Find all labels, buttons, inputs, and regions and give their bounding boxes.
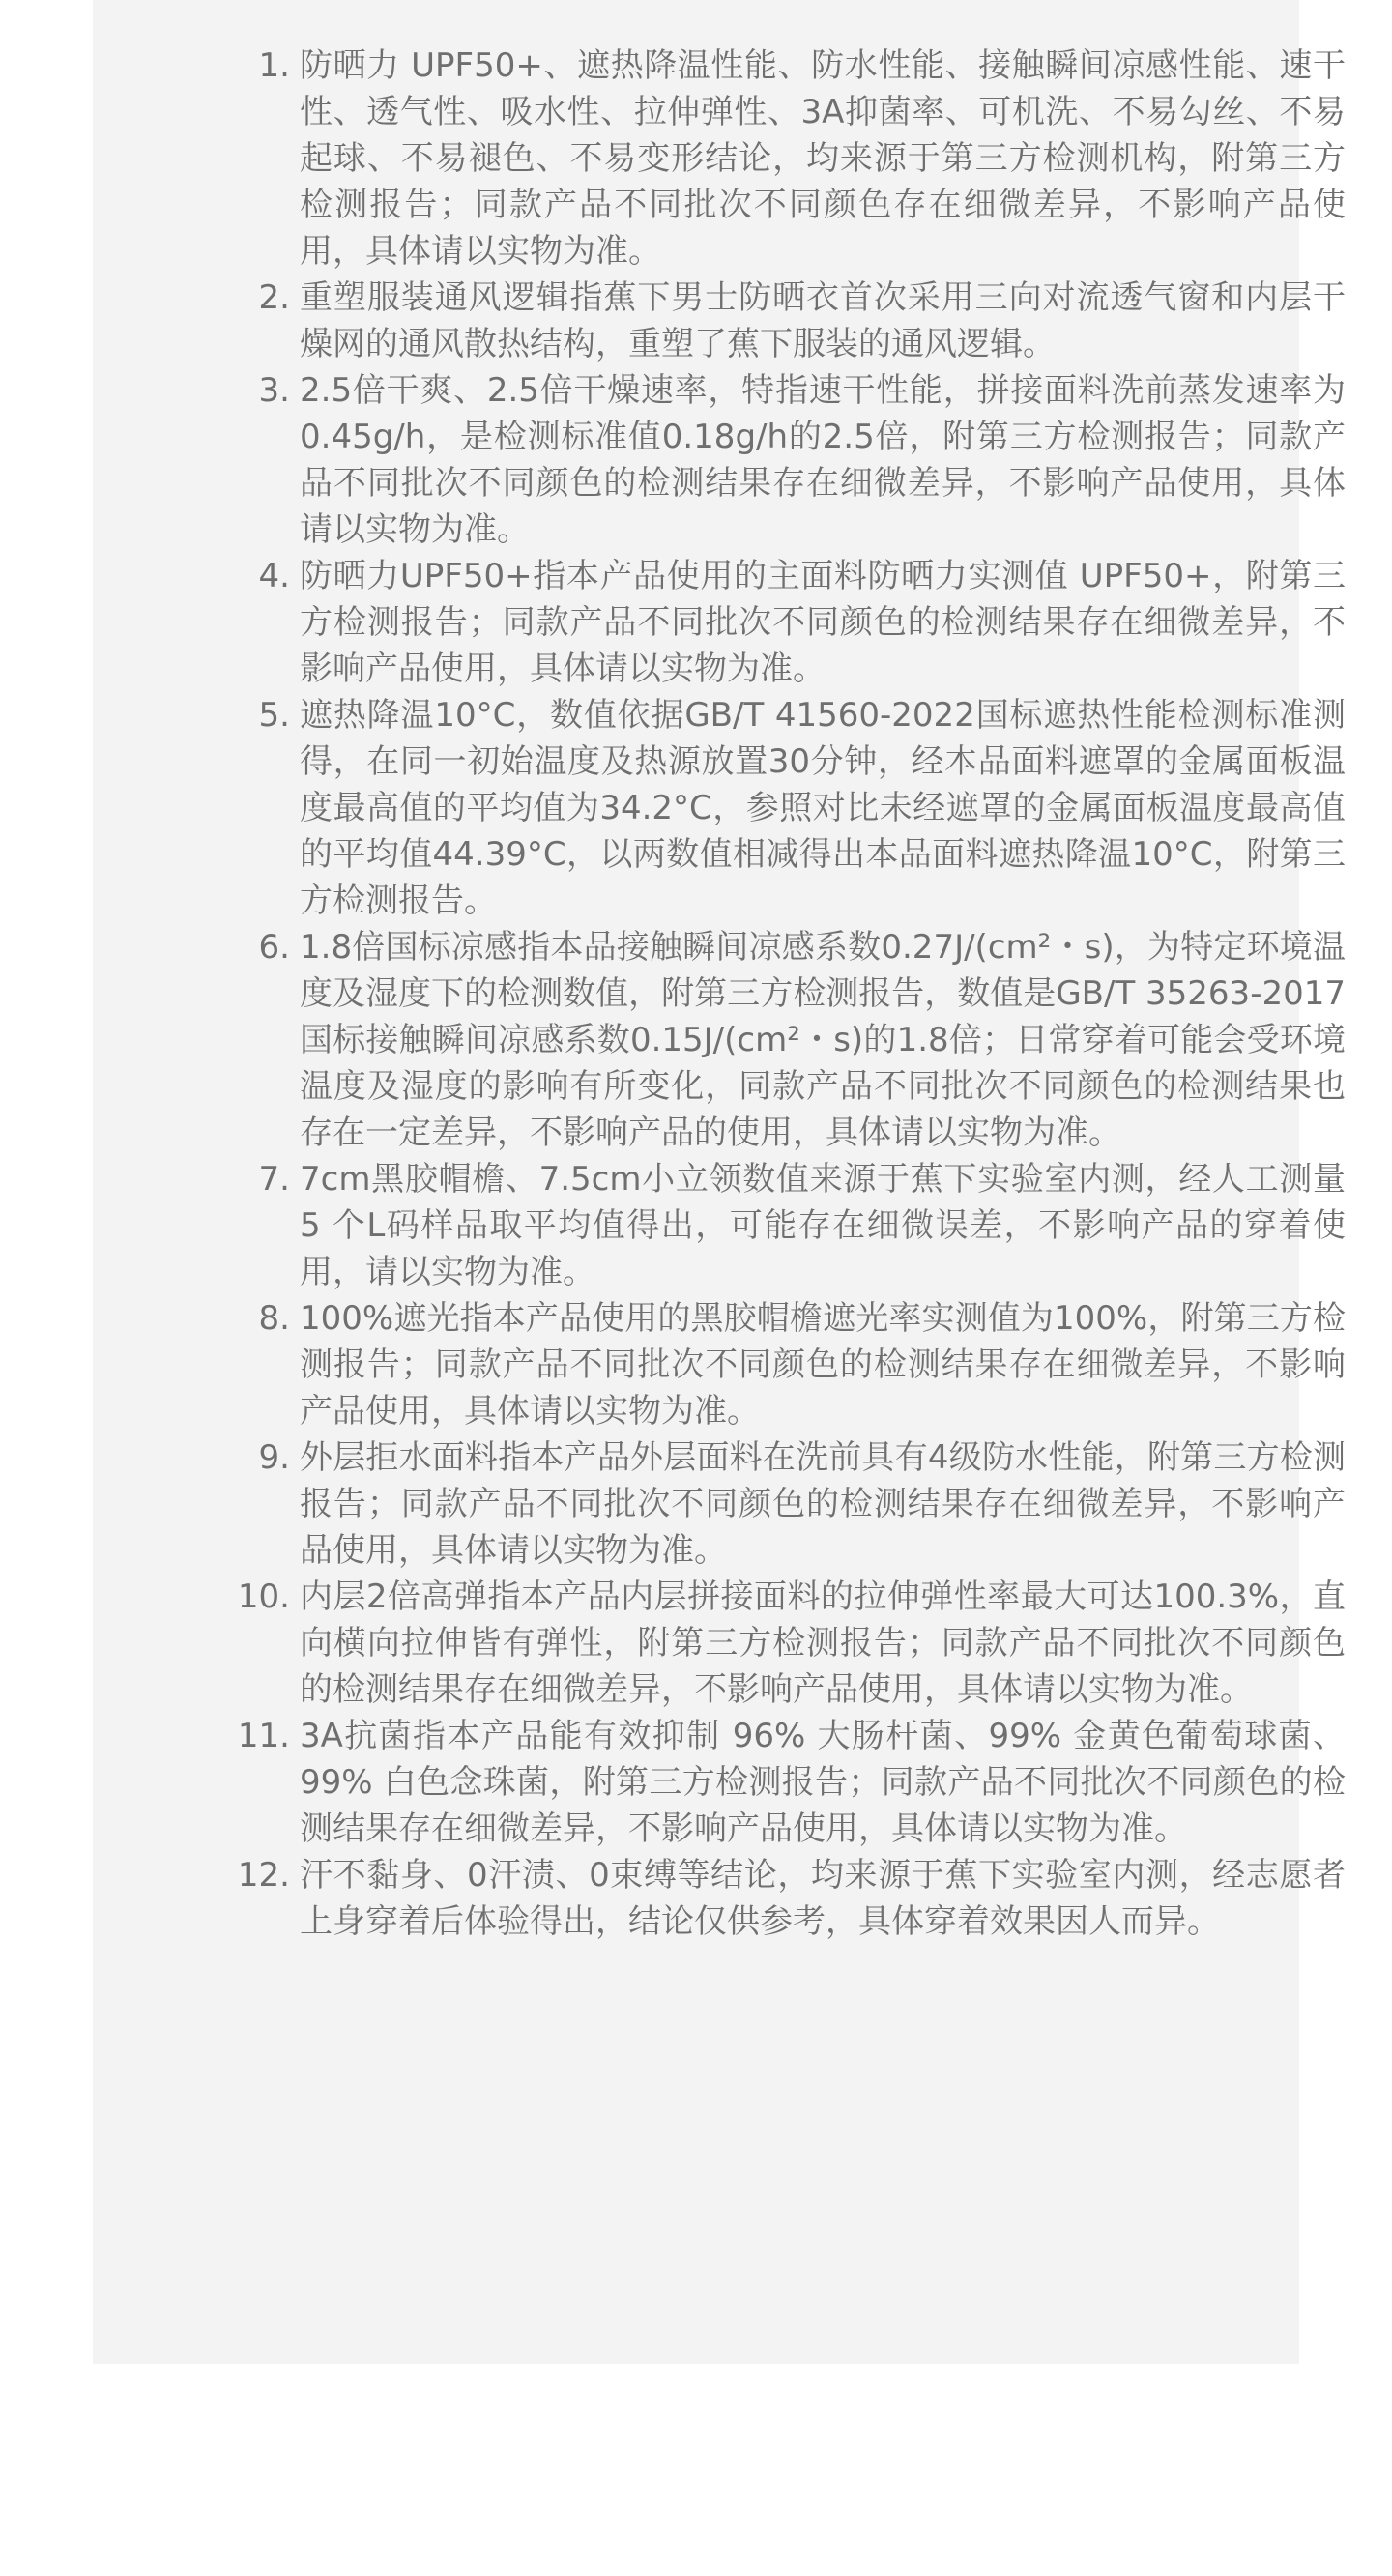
item-text: 内层2倍高弹指本产品内层拼接面料的拉伸弹性率最大可达100.3%，直向横向拉伸皆有弹性，附第三方检测报告；同款产品不同批次不同颜色的检测结果存在细微差异，不影响产品使用，具体请以实物为准。 — [300, 1577, 1346, 1709]
list-item — [207, 275, 1346, 367]
list-item — [207, 1434, 1346, 1574]
item-number: 3. — [258, 371, 290, 410]
item-number: 2. — [258, 278, 290, 317]
list-item — [207, 1295, 1346, 1434]
item-text: 汗不黏身、0汗渍、0束缚等结论，均来源于蕉下实验室内测，经志愿者上身穿着后体验得出，结论仅供参考，具体穿着效果因人而异。 — [300, 1856, 1346, 1941]
list-item — [207, 1156, 1346, 1295]
item-text: 外层拒水面料指本产品外层面料在洗前具有4级防水性能，附第三方检测报告；同款产品不同批次不同颜色的检测结果存在细微差异，不影响产品使用，具体请以实物为准。 — [300, 1438, 1346, 1570]
item-number: 6. — [258, 928, 290, 967]
item-text: 防晒力 UPF50+、遮热降温性能、防水性能、接触瞬间凉感性能、速干性、透气性、吸水性、拉伸弹性、3A抑菌率、可机洗、不易勾丝、不易起球、不易褪色、不易变形结论，均来源于第三方检测机构，附第三方检测报告；同款产品不同批次不同颜色存在细微差异，不影响产品使用，具体请以实物为准。 — [300, 46, 1346, 271]
item-text: 3A抗菌指本产品能有效抑制 96% 大肠杆菌、99% 金黄色葡萄球菌、99% 白色念珠菌，附第三方检测报告；同款产品不同批次不同颜色的检测结果存在细微差异，不影响产品使用，具体请以实物为准。 — [300, 1717, 1346, 1848]
disclaimer-list — [207, 43, 1346, 1945]
list-item — [207, 692, 1346, 924]
item-text: 1.8倍国标凉感指本品接触瞬间凉感系数0.27J/(cm²・s)，为特定环境温度及湿度下的检测数值，附第三方检测报告，数值是GB/T 35263-2017国标接触瞬间凉感系数0.15J/(cm²・s)的1.8倍；日常穿着可能会受环境温度及湿度的影响有所变化，同款产品不同批次不同颜色的检测结果也存在一定差异，不影响产品的使用，具体请以实物为准。 — [300, 928, 1346, 1152]
list-item — [207, 43, 1346, 275]
item-text: 重塑服装通风逻辑指蕉下男士防晒衣首次采用三向对流透气窗和内层干燥网的通风散热结构，重塑了蕉下服装的通风逻辑。 — [300, 278, 1346, 363]
list-item — [207, 367, 1346, 553]
item-number: 10. — [237, 1577, 290, 1616]
item-number: 1. — [258, 46, 290, 85]
item-text: 2.5倍干爽、2.5倍干燥速率，特指速干性能，拼接面料洗前蒸发速率为0.45g/h，是检测标准值0.18g/h的2.5倍，附第三方检测报告；同款产品不同批次不同颜色的检测结果存在细微差异，不影响产品使用，具体请以实物为准。 — [300, 371, 1346, 549]
item-number: 11. — [237, 1717, 290, 1755]
item-text: 防晒力UPF50+指本产品使用的主面料防晒力实测值 UPF50+，附第三方检测报告；同款产品不同批次不同颜色的检测结果存在细微差异，不影响产品使用，具体请以实物为准。 — [300, 557, 1346, 688]
item-number: 7. — [258, 1160, 290, 1199]
item-text: 7cm黑胶帽檐、7.5cm小立领数值来源于蕉下实验室内测，经人工测量 5 个L码样品取平均值得出，可能存在细微误差，不影响产品的穿着使用，请以实物为准。 — [300, 1160, 1346, 1291]
list-item — [207, 1852, 1346, 1945]
list-item — [207, 1713, 1346, 1852]
item-text: 100%遮光指本产品使用的黑胶帽檐遮光率实测值为100%，附第三方检测报告；同款产品不同批次不同颜色的检测结果存在细微差异，不影响产品使用，具体请以实物为准。 — [300, 1299, 1346, 1431]
list-item — [207, 553, 1346, 692]
item-number: 8. — [258, 1299, 290, 1338]
item-number: 4. — [258, 557, 290, 595]
disclaimer-panel — [93, 0, 1346, 2364]
item-text: 遮热降温10°C，数值依据GB/T 41560-2022国标遮热性能检测标准测得，在同一初始温度及热源放置30分钟，经本品面料遮罩的金属面板温度最高值的平均值为34.2°C，参照对比未经遮罩的金属面板温度最高值的平均值44.39°C，以两数值相减得出本品面料遮热降温10°C，附第三方检测报告。 — [300, 696, 1346, 920]
list-item — [207, 924, 1346, 1156]
item-number: 9. — [258, 1438, 290, 1477]
item-number: 12. — [237, 1856, 290, 1895]
item-number: 5. — [258, 696, 290, 735]
list-item — [207, 1574, 1346, 1713]
